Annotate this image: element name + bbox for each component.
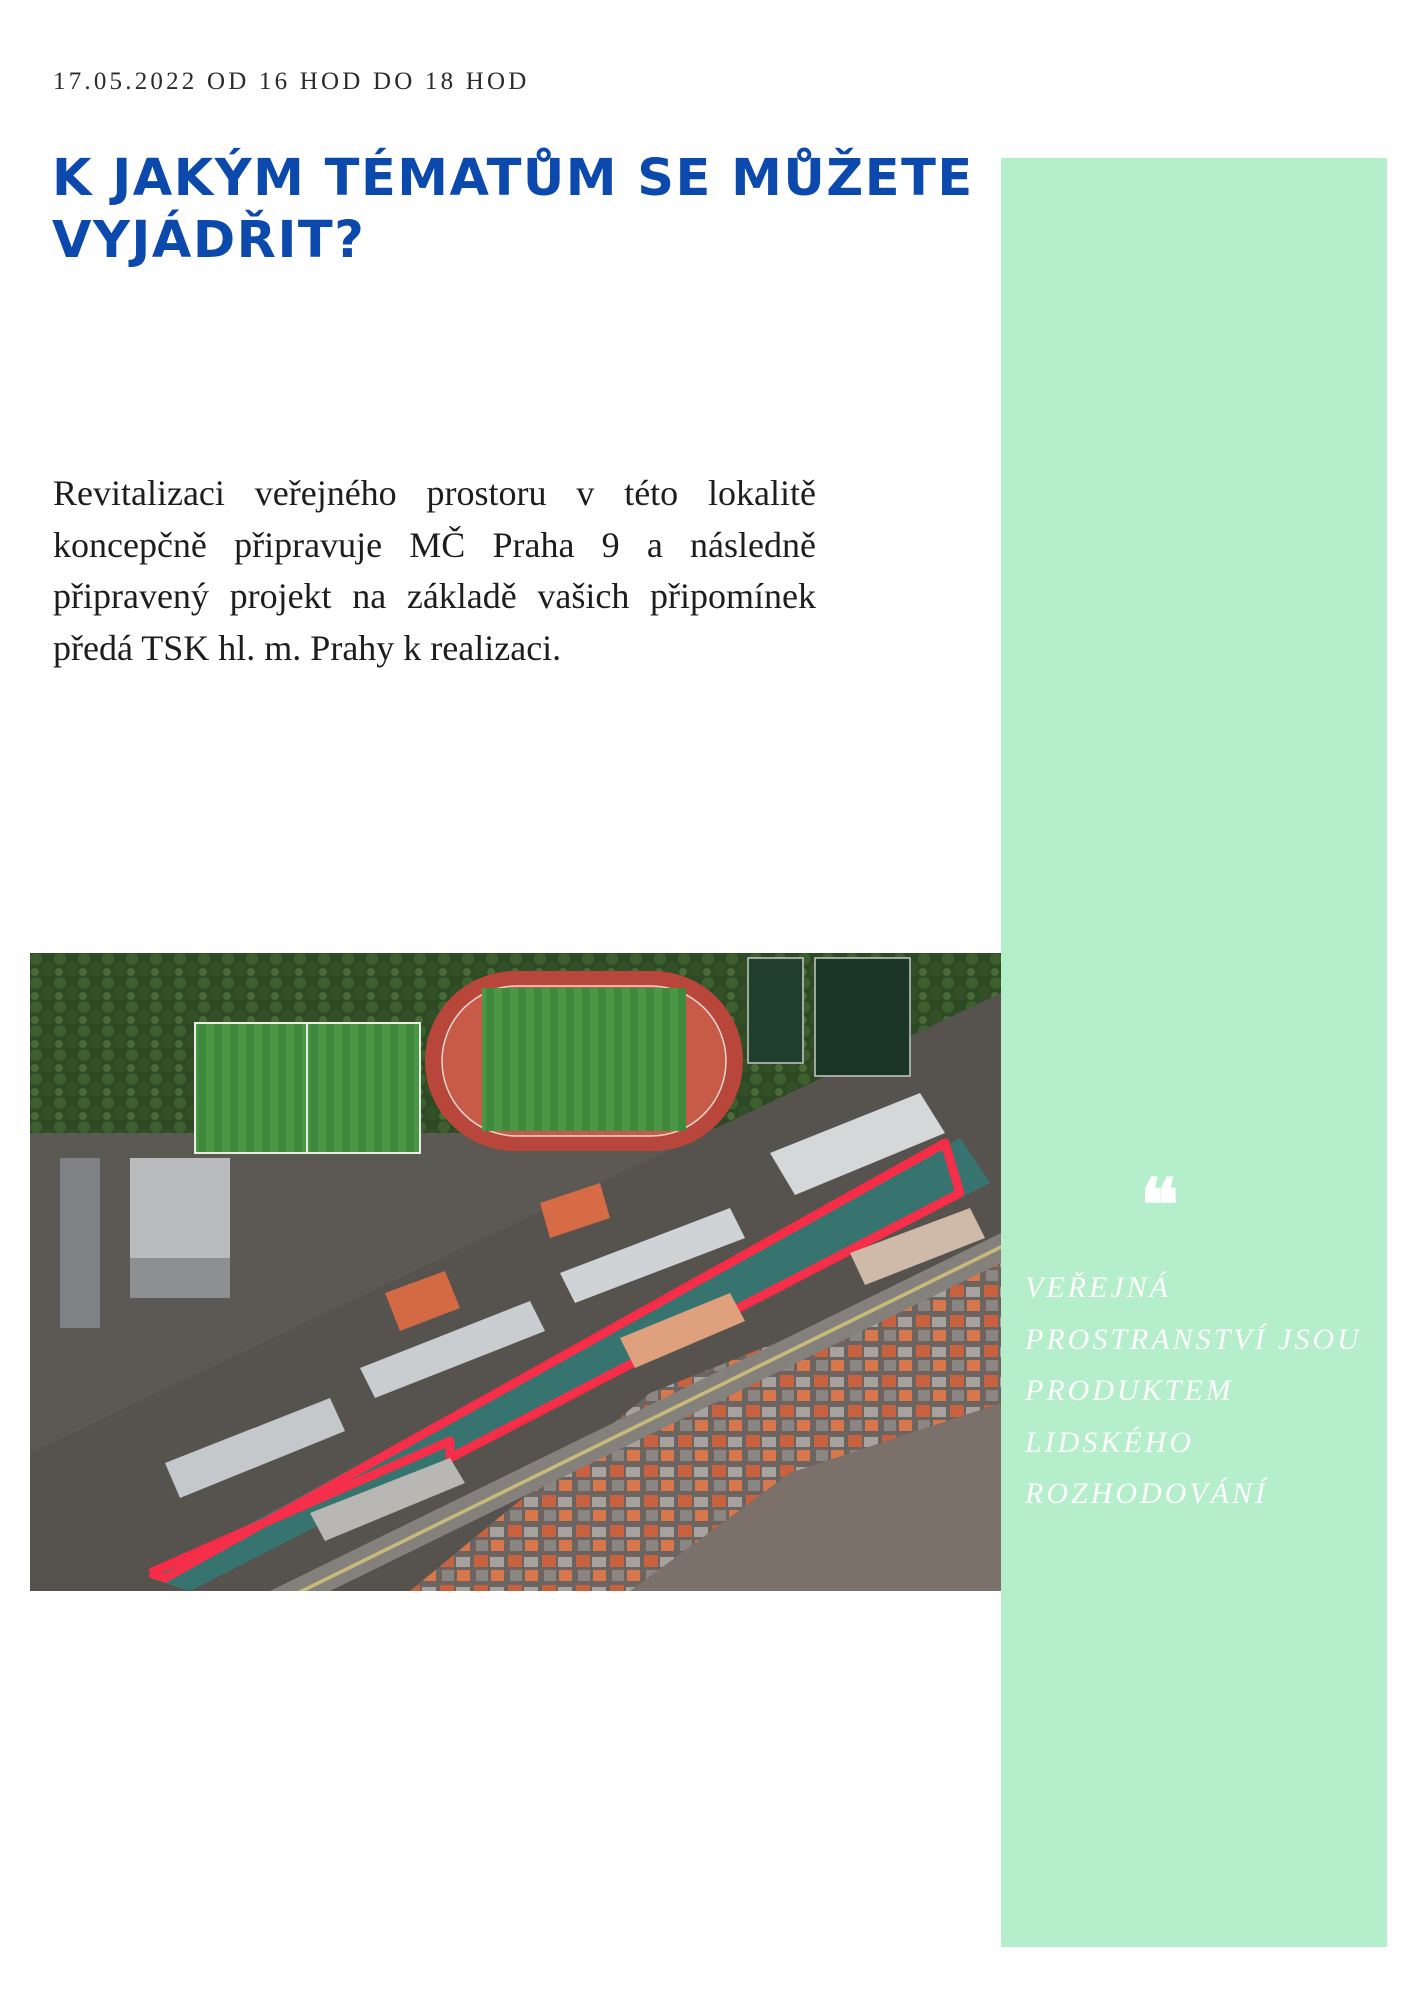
pull-quote: VEŘEJNÁ PROSTRANSTVÍ JSOU PRODUKTEM LIDSKÉHO ROZHODOVÁNÍ (1025, 1271, 1362, 1510)
aerial-map-photo (30, 953, 1001, 1591)
page-title: K JAKÝM TÉMATŮM SE MŮŽETE VYJÁDŘIT? (52, 149, 974, 270)
event-date-time: 17.05.2022 OD 16 HOD DO 18 HOD (53, 68, 530, 95)
aerial-map-image (30, 953, 1001, 1591)
quote-icon: ❝ (1140, 1166, 1179, 1246)
intro-paragraph: Revitalizaci veřejného prostoru v této lokalitě koncepčně připravuje MČ Praha 9 a následně připravený projekt na základě vašich připomínek předá TSK hl. m. Prahy k realizaci. (53, 473, 816, 668)
quote-panel (1001, 158, 1387, 1947)
